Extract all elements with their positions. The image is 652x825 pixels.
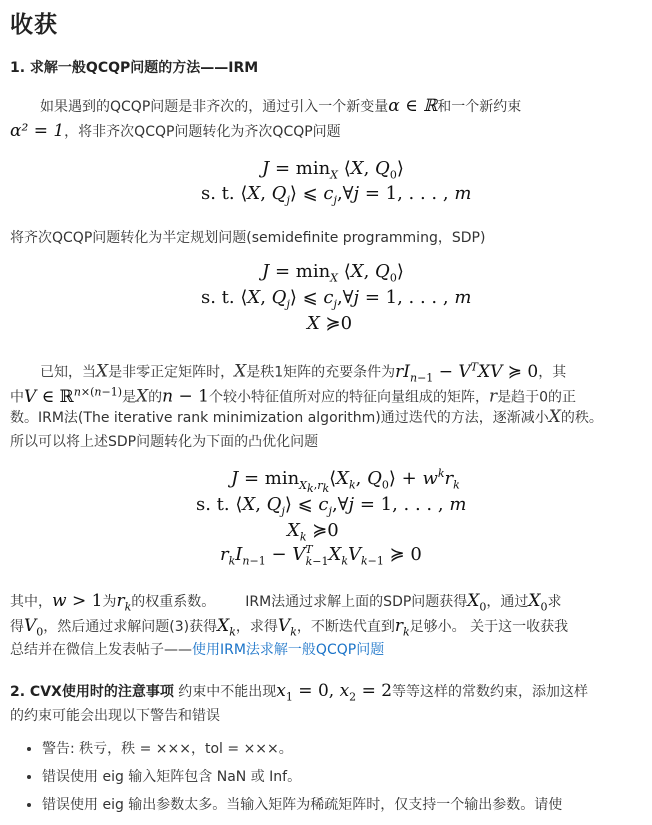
para4-text-a: 其中， [10, 594, 52, 610]
list-item: • 错误使用 eig 输出参数太多。当输入矩阵为稀疏矩阵时，仅支持一个输出参数。请使 [42, 791, 652, 819]
para3-text-h: 个较小特征值所对应的特征向量组成的矩阵， [208, 389, 489, 406]
eq2-line3: X ≽0 [307, 313, 353, 334]
eq3-line1: $J = \min_{X_k,r_k}⟨X_k$, $Q_0⟩ + w^kr_k$ [231, 467, 460, 495]
para1-line2 [10, 119, 341, 144]
para3-text-b: 是非零正定矩阵时， [108, 364, 235, 381]
para3-line3: 数。IRM法(The iterative rank minimization algorithm)通过迭代的方法，逐渐减小X的秩。 [10, 407, 603, 427]
para1-text-b: 和一个新约束 [437, 99, 522, 115]
para3-text-f: 是 [122, 389, 137, 406]
page-title: 收获 [10, 12, 58, 38]
eq3-line4: $r_kI_{n-1} - V^T_{k-1}X_kV_{k-1}$ ≽ 0 [220, 543, 422, 568]
para4-text-c: 的权重系数。 [131, 594, 216, 610]
para3-line4: 所以可以将上述SDP问题转化为下面的凸优化问题 [10, 434, 319, 450]
para4-text-g: 得 [10, 619, 24, 635]
section2-line2: 的约束可能会出现以下警告和错误 [10, 708, 220, 724]
irm-article-link[interactable]: 使用IRM法求解一般QCQP问题 [192, 642, 385, 658]
para1-alpha-sq: α² = 1 [10, 121, 65, 141]
para3-text-j: 数。IRM法(The iterative rank minimization algorithm)通过迭代的方法，逐渐减小 [10, 410, 549, 426]
para3-line2: 中V ∈ ℝ$^{n\times(n-1)}$是X的n − 1个较小特征值所对应的特征向量组成的矩阵，r是趋于0的正 [10, 385, 577, 407]
para3-text-g: 的 [148, 389, 163, 406]
para3-line1: 已知，当X是非零正定矩阵时，X是秩1矩阵的充要条件为$rI_{n-1} - V^TXV$ ≽ 0，其 [40, 360, 567, 385]
para4-text-b: 为 [102, 594, 117, 610]
para1-line1 [40, 94, 521, 119]
para1-text-a: 如果遇到的QCQP问题是非齐次的，通过引入一个新变量 [40, 99, 389, 115]
para4-text-i: ，求得 [235, 619, 278, 635]
para3-text-k: 的秩。 [560, 410, 603, 426]
para3-text-e: 中 [10, 389, 24, 406]
list-item: • 错误使用 eig 输入矩阵包含 NaN 或 Inf。 [42, 763, 652, 791]
para4-text-k: 足够小。 关于这一收获我 [409, 619, 569, 635]
section2-line1: 2. CVX使用时的注意事项 约束中不能出现$x_1 = 0$, $x_2 = 2$等等这样的常数约束，添加这样 [10, 681, 589, 704]
section2-text-a: 约束中不能出现 [173, 684, 277, 700]
para4-text-d: IRM法通过求解上面的SDP问题获得 [245, 594, 468, 610]
para3-text-a: 已知，当 [40, 364, 96, 381]
eq3-line3: $X_k$ ≽0 [287, 520, 339, 544]
section1-heading: 1. 求解一般QCQP问题的方法——IRM [10, 60, 259, 76]
para2: 将齐次QCQP问题转化为半定规划问题(semidefinite programming，SDP) [10, 230, 486, 246]
para1-text-c: ，将非齐次QCQP问题转化为齐次QCQP问题 [64, 124, 341, 140]
eq1-line1: $J = \min_X$ ⟨X, $Q_0⟩$ [262, 158, 404, 182]
para3-text-i: 是趋于0的正 [497, 389, 577, 406]
warnings-list [10, 735, 652, 819]
para4-line2: 得$V_0$，然后通过求解问题(3)获得$X_k$，求得$V_k$，不断迭代直到$r_k$足够小。 关于这一收获我 [10, 616, 569, 639]
section2-heading: 2. CVX使用时的注意事项 [10, 684, 174, 700]
para4-text-h: ，然后通过求解问题(3)获得 [43, 619, 218, 635]
section2-text-b: 等等这样的常数约束，添加这样 [392, 684, 589, 700]
para4-line3 [10, 638, 384, 662]
para1-alpha-in: α ∈ ℝ [388, 96, 438, 116]
para4-text-f: 求 [547, 594, 562, 610]
eq2-line2: s. t. ⟨X, $Q_j⟩$ ⩽ $c_j,\forall j = 1$, . . . , m [201, 287, 472, 311]
para4-text-e: ，通过 [486, 594, 529, 610]
para3-text-d: ，其 [538, 364, 567, 381]
list-item: • 警告: 秩亏，秩 = ×××，tol = ×××。 [42, 735, 652, 763]
eq1-line2: s. t. ⟨X, $Q_j⟩$ ⩽ $c_j,\forall j = 1$, . . . , m [201, 183, 472, 207]
eq2-line1: $J = \min_X$ ⟨X, $Q_0⟩$ [262, 261, 404, 285]
para4-line1: 其中，w > 1为$r_k$的权重系数。 IRM法通过求解上面的SDP问题获得$X_0$，通过$X_0$求 [10, 591, 562, 614]
para3-text-c: 是秩1矩阵的充要条件为 [246, 364, 396, 381]
para4-text-j: ，不断迭代直到 [296, 619, 395, 635]
eq3-line2: s. t. ⟨X, $Q_j⟩$ ⩽ $c_j,\forall j = 1$, . . . , m [196, 494, 467, 518]
para4-text-l: 总结并在微信上发表帖子—— [10, 642, 192, 658]
